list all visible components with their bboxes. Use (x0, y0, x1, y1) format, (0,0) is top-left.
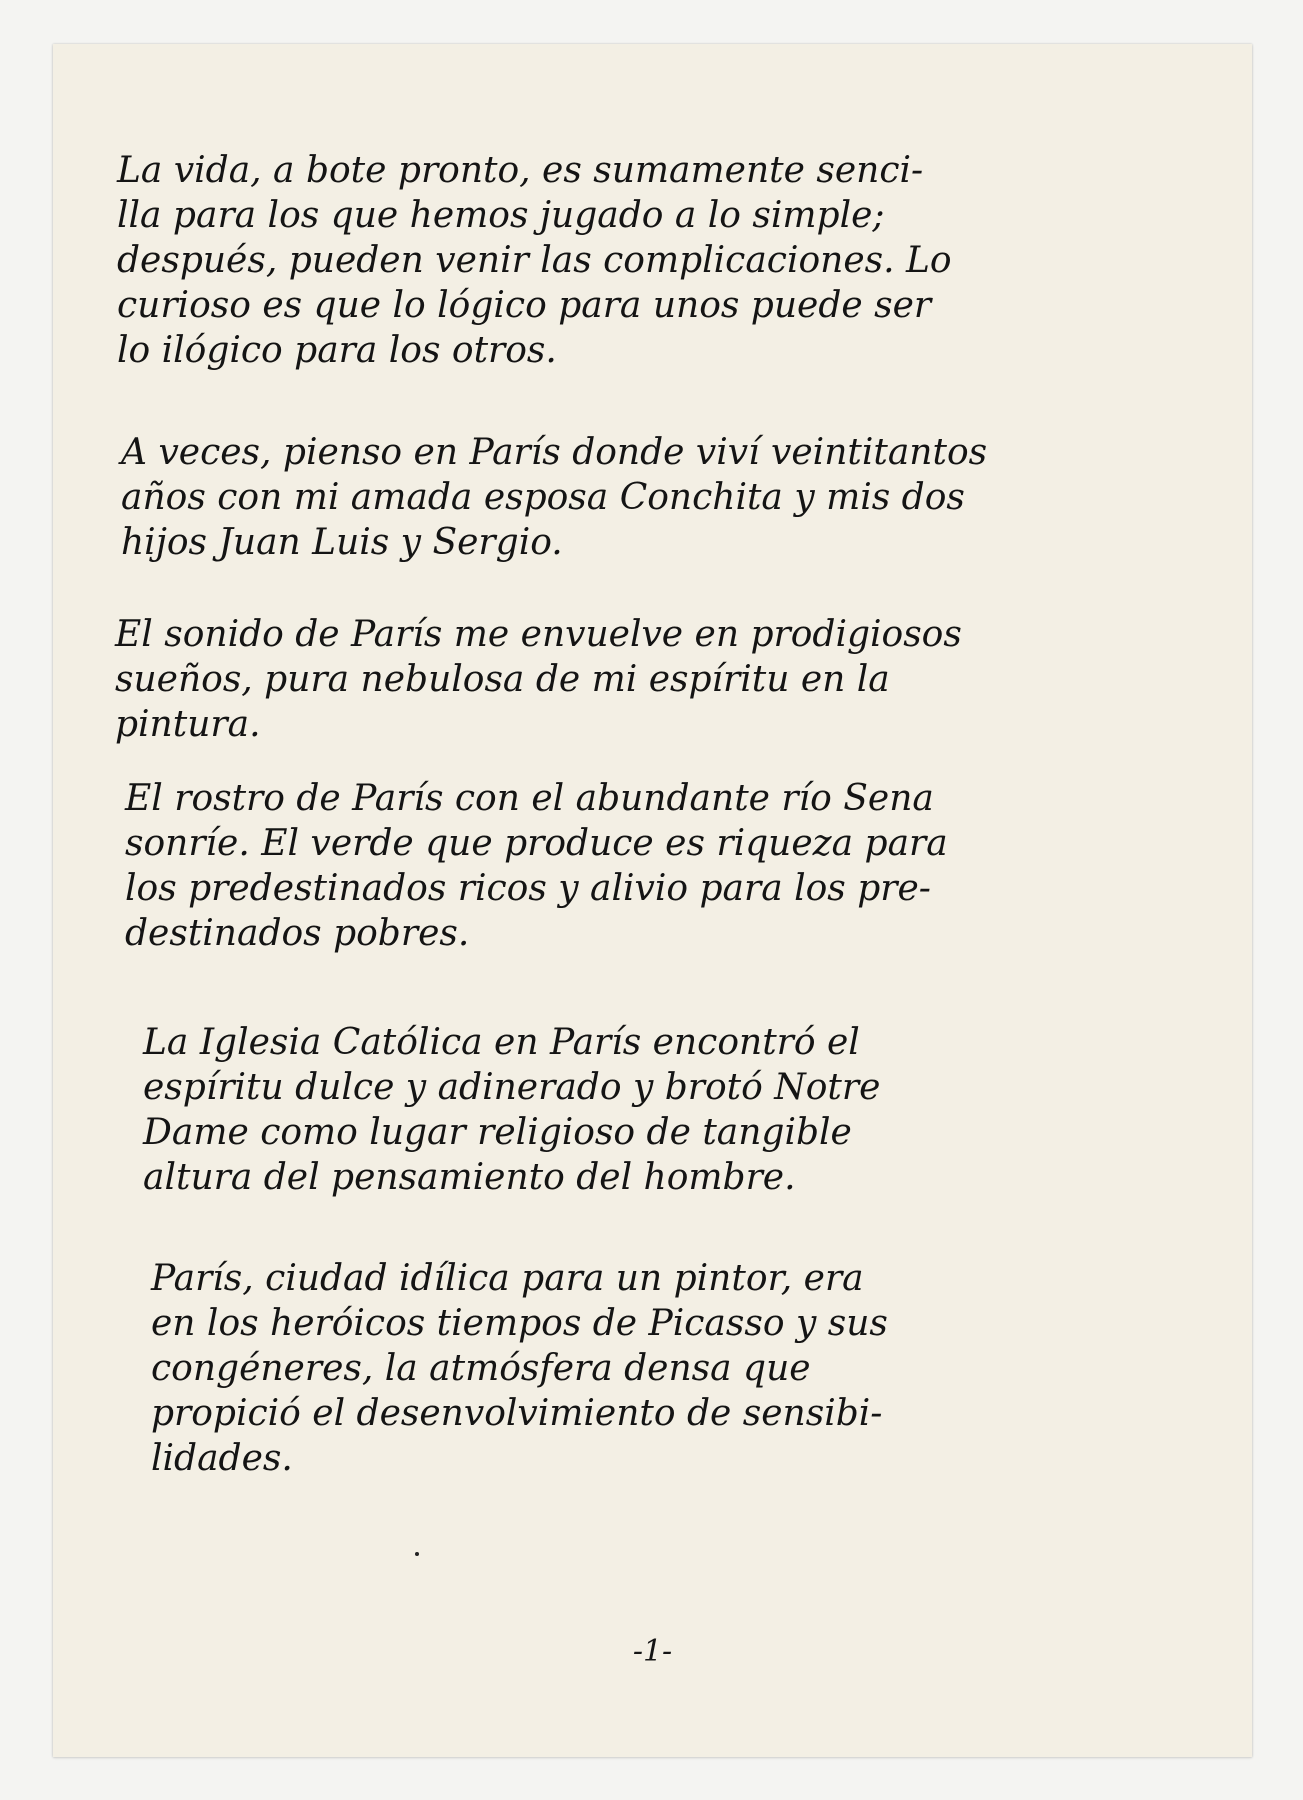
text-line: sueños, pura nebulosa de mi espíritu en la (115, 659, 890, 700)
text-line: después, pueden venir las complicaciones. Lo (117, 240, 952, 281)
text-line: destinados pobres. (125, 913, 470, 954)
ink-dot (415, 1552, 419, 1556)
text-line: congéneres, la atmósfera densa que (151, 1348, 811, 1389)
text-line: años con mi amada esposa Conchita y mis dos (121, 477, 965, 518)
paragraph-3 (115, 612, 962, 747)
letter-page (53, 44, 1252, 1757)
paragraph-6 (151, 1256, 888, 1481)
paragraph-5 (143, 1020, 880, 1200)
text-line: lo ilógico para los otros. (117, 330, 557, 371)
text-line: La Iglesia Católica en París encontró el (143, 1022, 860, 1063)
text-line: lidades. (151, 1438, 293, 1479)
text-line: El rostro de París con el abundante río Sena (125, 778, 934, 819)
text-line: los predestinados ricos y alivio para los pre- (125, 868, 931, 909)
text-line: sonríe. El verde que produce es riqueza para (125, 823, 948, 864)
text-line: Dame como lugar religioso de tangible (143, 1112, 852, 1153)
text-line: La vida, a bote pronto, es sumamente senci- (117, 150, 924, 191)
text-line: espíritu dulce y adinerado y brotó Notre (143, 1067, 881, 1108)
text-line: propició el desenvolvimiento de sensibi- (151, 1393, 883, 1434)
paragraph-4 (125, 776, 948, 956)
paragraph-1 (117, 148, 952, 373)
text-line: en los heróicos tiempos de Picasso y sus (151, 1303, 888, 1344)
text-line: París, ciudad idílica para un pintor, era (151, 1258, 864, 1299)
text-line: hijos Juan Luis y Sergio. (121, 522, 563, 563)
paragraph-2 (121, 430, 987, 565)
text-line: pintura. (115, 704, 261, 745)
text-line: lla para los que hemos jugado a lo simple; (117, 195, 885, 236)
text-line: curioso es que lo lógico para unos puede ser (117, 285, 932, 326)
page-number: -1- (632, 1634, 673, 1669)
text-line: A veces, pienso en París donde viví veintitantos (121, 432, 988, 473)
text-line: El sonido de París me envuelve en prodigiosos (115, 614, 962, 655)
text-line: altura del pensamiento del hombre. (143, 1157, 796, 1198)
